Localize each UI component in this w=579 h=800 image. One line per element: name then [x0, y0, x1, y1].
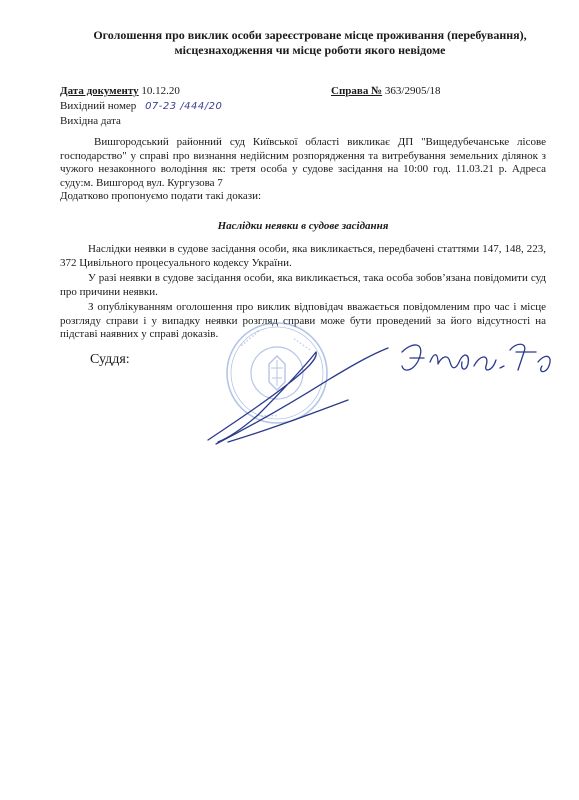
- document-meta: [60, 84, 540, 129]
- outgoing-number-label: Вихідний номер: [60, 100, 137, 112]
- svg-text:••••••: ••••••: [290, 335, 313, 354]
- case-number: [331, 84, 441, 99]
- date-value: 10.12.20: [141, 85, 180, 97]
- judge-signature: [198, 330, 558, 450]
- additional-evidence-line: Додатково пропонуємо подати такі докази:: [60, 190, 262, 202]
- summons-body: [60, 136, 546, 204]
- summons-paragraph: Вишгородський районний суд Київської області викликає ДП "Вищедубечанське лісове господарство" у справі про визнання недійсним розпорядження та витребування земельних ділянок з чужого незаконного володіння як: третя особа у судове засідання на 10:00 год. 11.03.21 р. Адреса суду:м. Вишгород вул. Кургузова 7: [60, 136, 546, 189]
- case-label: Справа №: [331, 85, 383, 97]
- date-label: Дата документу: [60, 85, 139, 97]
- consequence-paragraph: У разі неявки в судове засідання особи, яка викликається, така особа зобов’язана повідомити суд про причини неявки.: [60, 272, 546, 298]
- outgoing-date-row: [60, 114, 540, 129]
- date-row: [60, 84, 540, 99]
- signer-label: Суддя:: [90, 352, 130, 367]
- svg-text:•••••••: •••••••: [238, 328, 263, 350]
- outgoing-date-label: Вихідна дата: [60, 115, 121, 127]
- consequence-paragraph: З опублікуванням оголошення про виклик відповідач вважається повідомленим про час і місце розгляду справи і у випадку неявки розгляд справи може бути проведений за його відсутності на підставі наявних у справі доказів.: [60, 301, 546, 340]
- document-title: Оголошення про виклик особи зареєстроване місце проживання (перебування), місцезнаходження чи місце роботи якого невідоме: [93, 28, 527, 57]
- svg-text:•••••: •••••: [260, 413, 278, 420]
- outgoing-number-row: [60, 99, 540, 114]
- consequence-paragraph: Наслідки неявки в судове засідання особи, яка викликається, передбачені статтями 147, 148, 223, 372 Цивільного процесуального кодексу України.: [60, 243, 546, 269]
- outgoing-number-handwritten: 07-23 /444/20: [145, 101, 223, 112]
- consequences-title: Наслідки неявки в судове засідання: [217, 220, 389, 232]
- case-value: 363/2905/18: [384, 85, 441, 97]
